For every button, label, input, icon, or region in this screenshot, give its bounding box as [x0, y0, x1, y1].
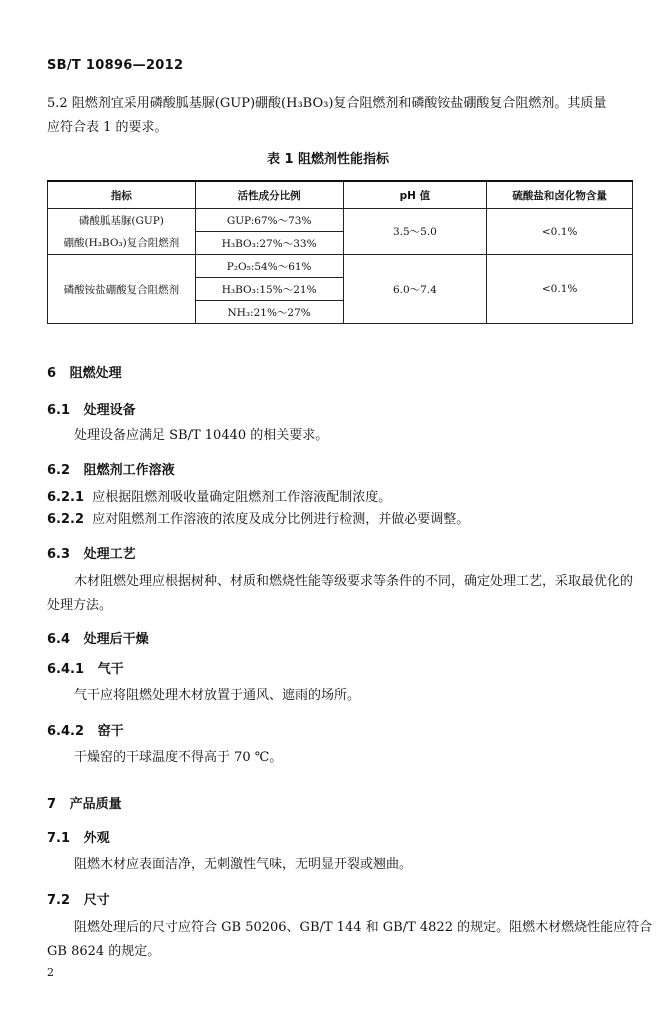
section-6-4-1-body: 气干应将阻燃处理木材放置于通风、遮雨的场所。	[74, 688, 361, 703]
group1-ratio-2: H₃BO₃:27%～33%	[195, 232, 343, 255]
clause-6-2-1-body: 应根据阻燃剂吸收量确定阻燃剂工作溶液配制浓度。	[92, 490, 392, 505]
header-ratio: 活性成分比例	[195, 181, 343, 209]
section-6-4-2-heading	[47, 720, 124, 739]
section-7-2-heading	[47, 889, 110, 908]
section-6-3-heading	[47, 543, 136, 562]
group2-ratio-1: P₂O₅:54%～61%	[195, 255, 343, 278]
section-6-4-2-title: 窑干	[97, 724, 124, 739]
section-7-2-title: 尺寸	[83, 893, 110, 908]
clause-6-2-1-number: 6.2.1	[47, 490, 85, 505]
section-6-3-title: 处理工艺	[83, 547, 136, 562]
flame-retardant-table	[47, 180, 633, 324]
group1-salt: <0.1%	[487, 209, 633, 255]
group2-name: 磷酸铵盐硼酸复合阻燃剂	[48, 255, 196, 324]
section-6-4-heading	[47, 628, 149, 647]
header-index: 指标	[48, 181, 196, 209]
group1-ph: 3.5～5.0	[343, 209, 487, 255]
section-7-title: 产品质量	[69, 797, 122, 812]
clause-6-2-1	[47, 486, 391, 510]
section-7-1-title: 外观	[83, 831, 110, 846]
section-7-number: 7	[47, 797, 57, 812]
section-7-1-heading	[47, 827, 110, 846]
section-7-1-body: 阻燃木材应表面洁净，无刺激性气味，无明显开裂或翘曲。	[74, 857, 413, 872]
group2-ph: 6.0～7.4	[343, 255, 487, 324]
table-row	[48, 209, 633, 232]
section-6-1-body: 处理设备应满足 SB/T 10440 的相关要求。	[74, 428, 329, 443]
section-6-4-1-title: 气干	[97, 662, 124, 677]
section-7-2-line1: 阻燃处理后的尺寸应符合 GB 50206、GB/T 144 和 GB/T 4822 的规定。阻燃木材燃烧性能应符合	[74, 920, 653, 935]
section-6-4-1-number: 6.4.1	[47, 662, 85, 677]
group2-ratio-3: NH₃:21%～27%	[195, 301, 343, 324]
clause-5-2-line2: 应符合表 1 的要求。	[47, 120, 168, 135]
section-6-3-line1: 木材阻燃处理应根据树种、材质和燃烧性能等级要求等条件的不同，确定处理工艺，采取最优化的	[74, 574, 634, 589]
page-number: 2	[47, 966, 54, 979]
section-6-4-1-heading	[47, 658, 124, 677]
section-6-4-title: 处理后干燥	[83, 632, 149, 647]
section-6-1-number: 6.1	[47, 403, 71, 418]
section-6-2-heading	[47, 459, 175, 478]
group1-ratio-1: GUP:67%～73%	[195, 209, 343, 232]
section-6-heading	[47, 362, 122, 381]
section-6-3-line2: 处理方法。	[47, 598, 113, 613]
header-ph: pH 值	[343, 181, 487, 209]
section-6-3-number: 6.3	[47, 547, 71, 562]
section-6-number: 6	[47, 366, 57, 381]
section-6-1-heading	[47, 399, 136, 418]
section-6-title: 阻燃处理	[69, 366, 122, 381]
clause-6-2-2-body: 应对阻燃剂工作溶液的浓度及成分比例进行检测，并做必要调整。	[92, 512, 470, 527]
table-header-row	[48, 181, 633, 209]
group1-name-line2: 硼酸(H₃BO₃)复合阻燃剂	[63, 236, 180, 249]
section-7-2-line2: GB 8624 的规定。	[47, 944, 161, 959]
group2-salt: <0.1%	[487, 255, 633, 324]
section-6-4-2-number: 6.4.2	[47, 724, 85, 739]
section-7-1-number: 7.1	[47, 831, 71, 846]
section-7-heading	[47, 793, 122, 812]
group2-ratio-2: H₃BO₃:15%～21%	[195, 278, 343, 301]
clause-5-2-line1: 5.2 阻燃剂宜采用磷酸胍基脲(GUP)硼酸(H₃BO₃)复合阻燃剂和磷酸铵盐硼酸复合阻燃剂。其质量	[47, 96, 607, 111]
table-row	[48, 255, 633, 278]
section-6-4-number: 6.4	[47, 632, 71, 647]
group1-name	[48, 209, 196, 255]
standard-code-header: SB/T 10896—2012	[47, 58, 184, 73]
section-6-2-number: 6.2	[47, 463, 71, 478]
section-6-1-title: 处理设备	[83, 403, 136, 418]
section-6-2-title: 阻燃剂工作溶液	[83, 463, 175, 478]
table-caption: 表 1 阻燃剂性能指标	[266, 152, 390, 167]
group1-name-line1: 磷酸胍基脲(GUP)	[78, 214, 164, 227]
section-7-2-number: 7.2	[47, 893, 71, 908]
header-salt: 硫酸盐和卤化物含量	[487, 181, 633, 209]
section-6-4-2-body: 干燥窑的干球温度不得高于 70 ℃。	[74, 750, 283, 765]
clause-6-2-2-number: 6.2.2	[47, 512, 85, 527]
clause-6-2-2	[47, 508, 469, 532]
